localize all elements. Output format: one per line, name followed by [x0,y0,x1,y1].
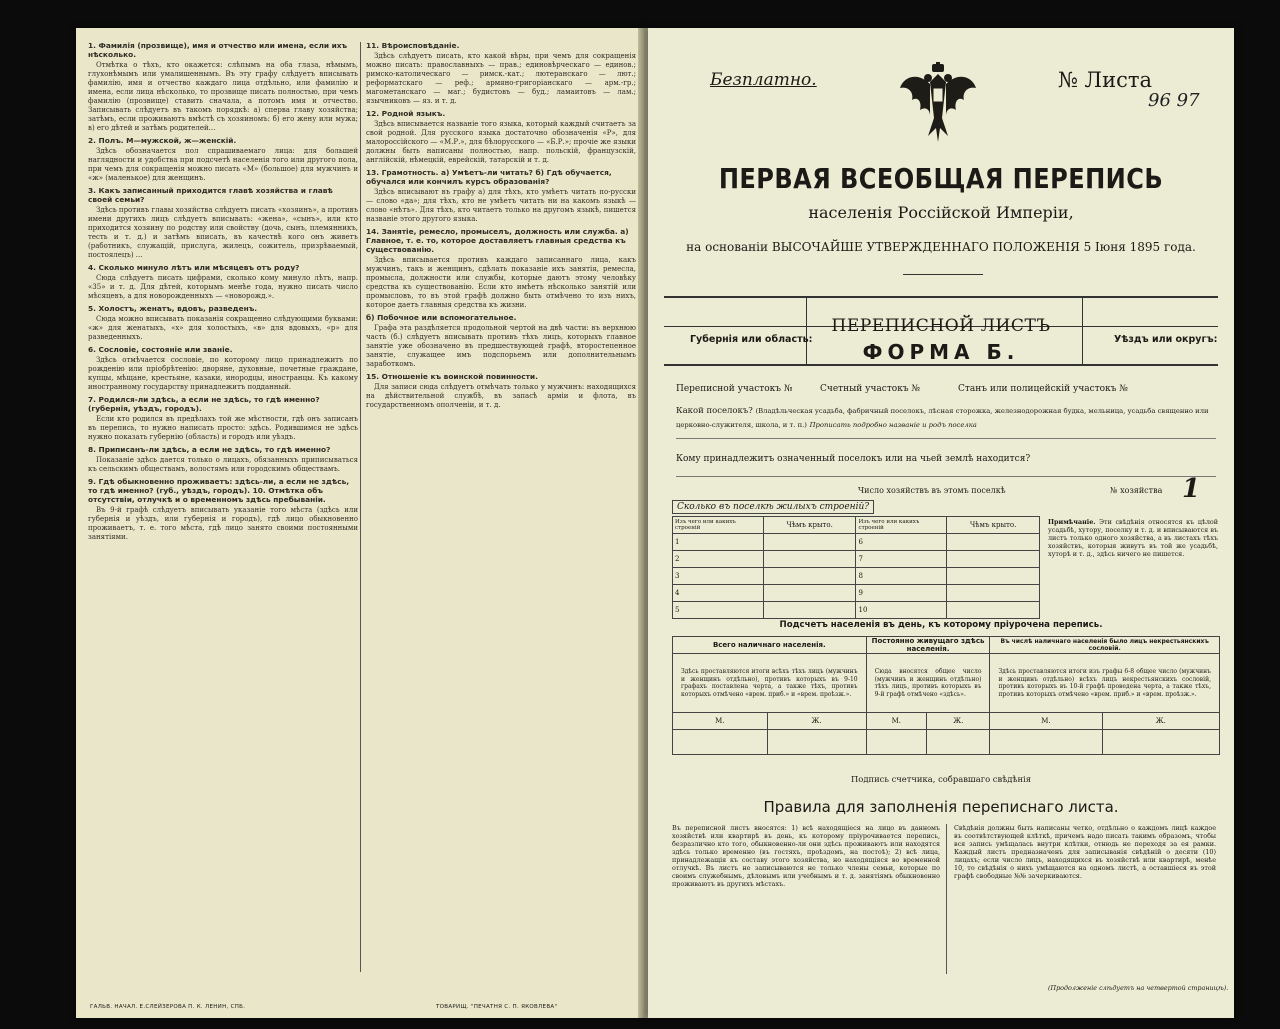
buildings-label: Сколько въ поселкѣ жилыхъ строеній? [672,500,874,514]
instruction-heading: 15. Отношеніе къ воинской повинности. [366,372,538,381]
female-label: Ж. [767,713,866,730]
left-page [76,28,644,1018]
instruction-heading: 12. Родной языкъ. [366,109,446,118]
instruction-heading: 3. Какъ записанный приходится главѣ хозяйства и главѣ своей семьи? [88,186,333,204]
instruction-text: Сюда можно вписывать показанія сокращенно слѣдующими буквами: «ж» для женатыхъ, «х» для холостыхъ, «в» для вдовыхъ, «р» для разведенныхъ. [88,315,358,341]
imperial-eagle-emblem [898,62,978,150]
divider [664,364,1218,366]
table-row-num: 5 [673,602,764,619]
land-owner-question: Кому принадлежитъ означенный поселокъ или на чьей землѣ находится? [676,454,1031,464]
column-divider [946,824,947,974]
buildings-table [672,516,1040,619]
buildings-note [1048,518,1218,558]
instruction-text: Сюда слѣдуетъ писать цифрами, сколько кому минуло лѣтъ, напр. «35» и т. д. Для дѣтей, которымъ менѣе года, нужно писать число мѣсяцевъ, а для новорожденныхъ — «новорожд.». [88,274,358,300]
instruction-heading: 11. Вѣроисповѣданіе. [366,41,460,50]
population-table [672,636,1220,755]
instruction-text: Здѣсь вписывается названіе того языка, который каждый считаетъ за свой родной. Для русского языка достаточно обозначенія «Р», для малороссійского — «М.Р.», для бѣлорусского — «Б.Р.»; прочіе же языки должны быть написаны полностью, напр. польскій, французскій, англійскій, нѣмецкій, еврейскій, татарскій и т. д. [366,120,636,164]
household-no-label: № хозяйства [1110,486,1163,495]
divider [903,274,983,275]
table-row-num: 9 [856,585,947,602]
table-row-num: 4 [673,585,764,602]
instruction-heading: б) Побочное или вспомогательное. [366,313,517,322]
buildings-header-material: Изъ чего или какихъ строеній [856,517,947,534]
instruction-heading: 1. Фамилія (прозвище), имя и отчество или имена, если ихъ нѣсколько. [88,41,348,59]
note-text: Эти свѣдѣнія относятся къ цѣлой усадьбѣ, хутору, поселку и т. д. и вписываются въ листъ только одного хозяйства, а въ листахъ тѣхъ хозяйствъ, которыя живутъ въ той же усадьбѣ, хуторѣ и т. д., здѣсь ничего не пишется. [1048,518,1218,558]
instruction-text: Для записи сюда слѣдуетъ отмѣчать только у мужчинъ: находящихся на дѣйствительной службѣ, въ запасѣ арміи и флота, въ государственномъ ополченіи, и т. д. [366,383,636,409]
note-label: Примѣчаніе. [1048,518,1096,526]
instruction-text: Здѣсь слѣдуетъ писать, кто какой вѣры, при чемъ для сокращенія можно писать: православныхъ — прав.; единовѣрческаго — единов.; римско-католическаго — римск.-кат.; лютеранскаго — лют.; реформатскаго — реф.; армяно-григоріанскаго — арм.-гр.; магометанскаго — маг.; будистовъ — буд.; ламаитовъ — лам.; язычниковъ — яз. и т. д. [366,52,636,105]
fill-line [676,476,1216,477]
rules-right-column: Свѣдѣнія должны быть написаны четко, отдѣльно о каждомъ лицѣ каждое въ соотвѣтствующей клѣткѣ, причемъ надо писать такимъ образомъ, чтобы вся запись умѣщалась внутри клѣтки, отнюдь не переходя за ея рамки. Каждый листъ предназначенъ для записыванія свѣдѣній о десяти (10) лицахъ; если число лицъ, находящихся въ хозяйствѣ или квартирѣ, менѣе 10, то свѣдѣнія о нихъ умѣщаются на одномъ листѣ, а оставшіеся въ этой графѣ свободные №№ зачеркиваются. [954,824,1216,880]
female-label: Ж. [1102,713,1220,730]
buildings-header-roof: Чѣмъ крыто. [763,517,856,534]
free-label: Безплатно. [710,70,817,90]
legal-basis: на основаніи ВЫСОЧАЙШЕ УТВЕРЖДЕННАГО ПОЛОЖЕНІЯ 5 Іюня 1895 года. [686,240,1196,254]
instruction-heading: 13. Грамотность. а) Умѣетъ-ли читать? б) Гдѣ обучается, обучался или кончилъ курсъ образованія? [366,168,612,186]
instruction-text: Здѣсь вписывается противъ каждаго записаннаго лица, какъ мужчинъ, такъ и женщинъ, сдѣлать показаніе ихъ занятія, ремесла, промысла, должности или службы, которые даютъ этому человѣку средства къ существованію. Если кто имѣетъ нѣсколько занятій или промысловъ, то въ этой графѣ должно быть отмѣчено то изъ нихъ, которое даетъ главныя средства къ жизни. [366,256,636,309]
instruction-text: Если кто родился въ предѣлахъ той же мѣстности, гдѣ онъ записанъ въ перепись, то нужно написать просто: здѣсь. Родившимся не здѣсь нужно показать губернію (область) и городъ или уѣздъ. [88,415,358,441]
pop-col-desc: Сюда вносятся общее число (мужчинъ и женщинъ отдѣльно) тѣхъ лицъ, противъ которыхъ въ 9-й графѣ отмѣчено «здѣсь». [866,654,990,713]
population-count-title: Подсчетъ населенія въ день, къ которому пріурочена перепись. [779,620,1103,630]
instruction-heading: 7. Родился-ли здѣсь, а если не здѣсь, то гдѣ именно? (губернія, уѣздъ, городъ). [88,395,320,413]
male-label: М. [673,713,768,730]
count-district-label: Счетный участокъ № [820,384,920,394]
fill-line [676,438,1216,439]
table-row-num: 8 [856,568,947,585]
instruction-text: Показаніе здѣсь дается только о лицахъ, обязанныхъ приписываться къ сельскимъ обществамъ, волостямъ или городскимъ обществамъ. [88,456,358,473]
male-label: М. [866,713,926,730]
divider [664,296,1218,298]
rules-title: Правила для заполненія переписнаго листа. [763,798,1119,816]
table-row-num: 7 [856,551,947,568]
sheet-number-handwritten: 96 97 [1148,90,1200,111]
pop-col-header: Всего наличнаго населенія. [673,637,867,654]
settlement-label: Какой поселокъ? [676,406,753,416]
instruction-heading: 6. Сословіе, состояніе или званіе. [88,345,233,354]
table-row-num: 1 [673,534,764,551]
table-row-num: 3 [673,568,764,585]
pop-col-header: Въ числѣ наличнаго населенія было лицъ некрестьянскихъ сословій. [990,637,1220,654]
instructions-column-1 [88,38,358,545]
rules-left-column: Въ переписной листъ вносятся: 1) всѣ находящіеся на лицо въ данномъ хозяйствѣ или квартирѣ въ день, къ которому пріурочивается перепись, безразлично кто того, обыкновенно-ли они здѣсь проживаютъ или находятся здѣсь только временно (въ гостяхъ, проѣздомъ, на постоѣ); 2) всѣ лица, принадлежащія къ составу этого хозяйства, но находящіяся во временной отлучкѣ. Въ листъ не записываются не только члены семьи, которые по своимъ служебнымъ, дѣловымъ или учебнымъ и т. д. занятіямъ обыкновенно проживаютъ въ другихъ мѣстахъ. [672,824,940,888]
gubernia-label: Губернія или область: [690,334,813,345]
form-title: ПЕРЕПИСНОЙ ЛИСТЪ [831,316,1051,336]
instruction-heading: 5. Холостъ, женатъ, вдовъ, разведенъ. [88,304,258,313]
column-divider [360,42,361,972]
stan-label: Станъ или полицейскій участокъ № [958,384,1128,394]
instruction-heading: 9. Гдѣ обыкновенно проживаетъ: здѣсь-ли, а если не здѣсь, то гдѣ именно? (губ., уѣздъ, городъ). 10. Отмѣтка объ отсутствіи, отлучкѣ и о временномъ здѣсь пребываніи. [88,477,350,504]
households-label: Число хозяйствъ въ этомъ поселкѣ [858,486,1006,495]
instruction-heading: 14. Занятіе, ремесло, промыселъ, должность или служба. а) Главное, т. е. то, которое доставляетъ главныя средства къ существованію. [366,227,629,254]
instruction-text: Въ 9-й графѣ слѣдуетъ вписывать указаніе того мѣста (здѣсь или губернія и уѣздъ, или губернія и городъ), гдѣ лицо обыкновенно проживаетъ, т. е. того мѣста, гдѣ лицо занято своими постоянными занятіями. [88,506,358,541]
table-row-num: 2 [673,551,764,568]
instruction-text: Здѣсь противъ главы хозяйства слѣдуетъ писать «хозяинъ», а противъ имени другихъ лицъ слѣдуетъ вписывать: «жена», «сынъ», или кто приходится хозяину по родству или свойству (дочь, сынъ, племянникъ, тесть и т. д.) и затѣмъ вписать, въ качествѣ кого онъ живетъ (работникъ, служащій, прислуга, жилецъ, сожитель, призрѣваемый, постоялецъ) ... [88,206,358,259]
table-row-num: 10 [856,602,947,619]
instruction-text: Здѣсь отмѣчается сословіе, по которому лицо принадлежитъ по рожденію или пріобрѣтенію: дворяне, духовные, почетные граждане, купцы, мѣщане, крестьяне, казаки, инородцы, иностранцы. Къ какому иностранному государству принадлежитъ подданный. [88,356,358,391]
instruction-text: Отмѣтка о тѣхъ, кто окажется: слѣпымъ на оба глаза, нѣмымъ, глухонѣмымъ или умалишеннымъ. Въ эту графу слѣдуетъ вписывать фамилію, имя и отчество каждаго лица отдѣльно, или фамилію и имена, если лица нѣсколько, то прозвище писать полностью, при чемъ фамилію (прозвище) ставить сначала, а потомъ имя и отчество. Записывать слѣдуетъ въ такомъ порядкѣ: а) сперва главу хозяйства; затѣмъ, если проживаютъ вмѣстѣ съ хозяиномъ: б) его жену или мужа; в) его дѣтей и затѣмъ родителей... [88,61,358,132]
printer-imprint-right: ТОВАРИЩ. "ПЕЧАТНЯ С. П. ЯКОВЛЕВА" [436,1004,558,1010]
census-title: ПЕРВАЯ ВСЕОБЩАЯ ПЕРЕПИСЬ [718,162,1164,195]
printer-imprint-left: ГАЛЬВ. НАЧАЛ. Е.СЛЕЙЗЕРОВА П. К. ЛЕНИН, СПБ. [90,1004,246,1010]
settlement-hint-2: Прописать подробно названіе и родъ поселка [809,421,977,429]
form-b-label: ФОРМА Б. [862,340,1020,364]
pop-col-desc: Здѣсь проставляются итоги изъ графы 6-8 общее число (мужчинъ и женщинъ отдѣльно) всѣхъ лицъ некрестьянскихъ сословій, противъ которыхъ въ 10-й графѣ проведена черта, а также тѣхъ, противъ которыхъ отмѣчено «врем. приб.» и «врем. проѣзж.». [990,654,1220,713]
male-label: М. [990,713,1102,730]
settlement-block [676,404,1216,432]
sheet-number-label: № Листа [1058,68,1152,92]
instruction-heading: 2. Полъ. М—мужской, ж—женскій. [88,136,237,145]
pop-col-desc: Здѣсь проставляются итоги всѣхъ тѣхъ лицъ (мужчинъ и женщинъ отдѣльно), противъ которыхъ въ 9-10 графахъ поставлена черта, а также тѣхъ, противъ которыхъ отмѣчено «врем. приб.» и «врем. проѣзж.». [673,654,867,713]
instruction-text: Здѣсь обозначается пол спрашиваемаго лица: для большей наглядности и удобства при подсчетѣ населенія того или другого пола, при чемъ для сокращенія можно писать «М» (большое) для мужчинъ и «ж» (маленькое) для женщинъ. [88,147,358,182]
census-district-label: Переписной участокъ № [676,384,793,394]
instruction-heading: 4. Сколько минуло лѣтъ или мѣсяцевъ отъ роду? [88,263,300,272]
counter-signature-label: Подпись счетчика, собравшаго свѣдѣнія [851,774,1031,784]
uezd-label: Уѣздъ или округъ: [1114,334,1218,345]
instructions-column-2 [366,38,636,413]
settlement-hint: (Владѣльческая усадьба, фабричный поселокъ, лѣсная сторожка, железнодорожная будка, мельница, усадьба священно или церковно-служителя, школа, и т. п.) [676,407,1209,429]
female-label: Ж. [927,713,990,730]
table-row-num: 6 [856,534,947,551]
buildings-header-material: Изъ чего или какихъ строеній [673,517,764,534]
buildings-header-roof: Чѣмъ крыто. [947,517,1040,534]
instruction-heading: 8. Приписанъ-ли здѣсь, а если не здѣсь, то гдѣ именно? [88,445,331,454]
census-form-page [648,28,1234,1018]
household-no-handwritten: 1 [1182,474,1201,504]
pop-col-header: Постоянно живущаго здѣсь населенія. [866,637,990,654]
instruction-text: Здѣсь вписывают въ графу а) для тѣхъ, кто умѣетъ читать по-русски — слово «да»; для тѣхъ, кто не умѣетъ читать ни на какомъ языкѣ — слово «нѣтъ». Для тѣхъ, кто читаетъ только на другомъ языкѣ, пишется названіе этого другого языка. [366,188,636,223]
census-subtitle: населенія Россійской Имперіи, [808,203,1074,222]
instruction-text: Графа эта раздѣляется продольной чертой на двѣ части: въ верхнюю часть (б.) слѣдуетъ вписывать противъ тѣхъ лицъ, которыхъ главное занятіе уже обозначено въ предшествующей графѣ, второстепенное занятіе, служащее имъ подспорьемъ или дополнительнымъ заработкомъ. [366,324,636,368]
continued-note: (Продолженіе слѣдуетъ на четвертой страницѣ). [1048,984,1229,992]
